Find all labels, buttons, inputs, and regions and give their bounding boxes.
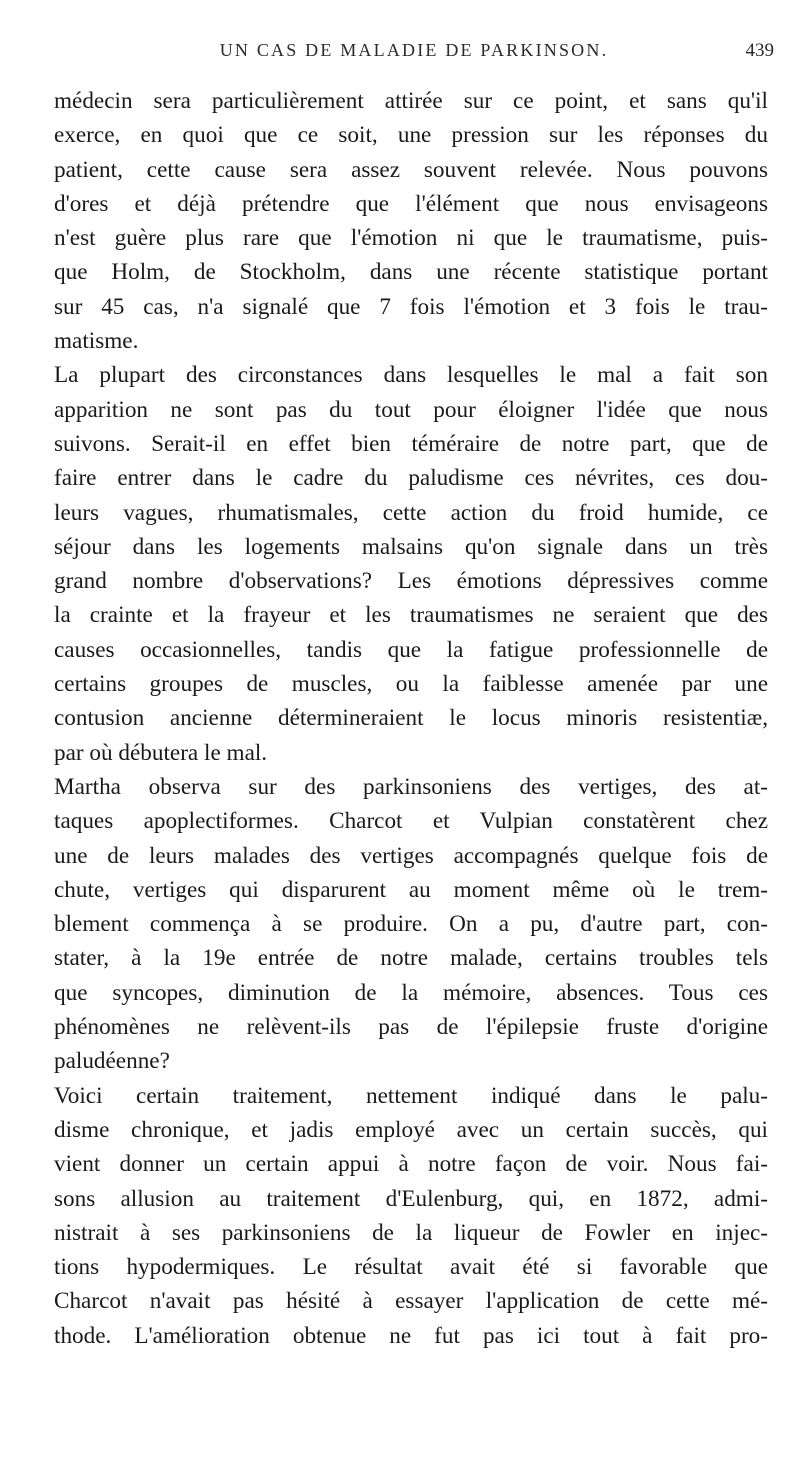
paragraph-1: [54, 84, 768, 358]
text-line: nistrait à ses parkinsoniens de la liqueur de Fowler en injec-: [54, 1219, 768, 1246]
text-line: patient, cette cause sera assez souvent relevée. Nous pouvons: [54, 156, 768, 183]
text-line: d'ores et déjà prétendre que l'élément que nous envisageons: [54, 190, 768, 217]
text-line: disme chronique, et jadis employé avec un certain succès, qui: [54, 1116, 768, 1143]
text-line: apparition ne sont pas du tout pour éloigner l'idée que nous: [54, 396, 768, 423]
text-line: faire entrer dans le cadre du paludisme ces névrites, ces dou-: [54, 465, 768, 492]
paragraph-2: [54, 358, 768, 770]
text-line: blement commença à se produire. On a pu, d'autre part, con-: [54, 911, 768, 938]
text-line: que syncopes, diminution de la mémoire, absences. Tous ces: [54, 979, 768, 1006]
page-number: 439: [745, 40, 774, 61]
text-line: vient donner un certain appui à notre façon de voir. Nous fai-: [54, 1151, 768, 1178]
text-line: taques apoplectiformes. Charcot et Vulpian constatèrent chez: [54, 808, 768, 835]
text-line: phénomènes ne relèvent-ils pas de l'épilepsie fruste d'origine: [54, 1014, 768, 1041]
text-line: paludéenne?: [54, 1048, 170, 1075]
text-line: causes occasionnelles, tandis que la fatigue professionnelle de: [54, 636, 768, 663]
text-line: Voici certain traitement, nettement indiqué dans le palu-: [54, 1082, 768, 1109]
text-line: certains groupes de muscles, ou la faiblesse amenée par une: [54, 671, 768, 698]
text-line: chute, vertiges qui disparurent au moment même où le trem-: [54, 876, 768, 903]
text-line: leurs vagues, rhumatismales, cette action du froid humide, ce: [54, 499, 768, 526]
text-line: matisme.: [54, 328, 139, 355]
text-line: tions hypodermiques. Le résultat avait été si favorable que: [54, 1254, 768, 1281]
text-line: Martha observa sur des parkinsoniens des vertiges, des at-: [54, 773, 768, 800]
text-line: grand nombre d'observations? Les émotions dépressives comme: [54, 568, 768, 595]
text-line: stater, à la 19e entrée de notre malade, certains troubles tels: [54, 945, 768, 972]
running-title: UN CAS DE MALADIE DE PARKINSON.: [219, 40, 609, 60]
text-line: La plupart des circonstances dans lesquelles le mal a fait son: [54, 362, 768, 389]
body-text: [54, 84, 768, 1353]
text-line: sons allusion au traitement d'Eulenburg, qui, en 1872, admi-: [54, 1185, 768, 1212]
text-line: suivons. Serait-il en effet bien téméraire de notre part, que de: [54, 430, 768, 457]
text-line: n'est guère plus rare que l'émotion ni que le traumatisme, puis-: [54, 225, 768, 252]
text-line: une de leurs malades des vertiges accompagnés quelque fois de: [54, 842, 768, 869]
paragraph-4: [54, 1079, 768, 1353]
running-head: [54, 40, 774, 74]
text-line: contusion ancienne détermineraient le locus minoris resistentiæ,: [54, 705, 768, 732]
text-line: sur 45 cas, n'a signalé que 7 fois l'émotion et 3 fois le trau-: [54, 293, 768, 320]
text-line: séjour dans les logements malsains qu'on signale dans un très: [54, 533, 768, 560]
text-line: par où débutera le mal.: [54, 739, 268, 766]
paragraph-3: [54, 770, 768, 1079]
text-line: exerce, en quoi que ce soit, une pression sur les réponses du: [54, 122, 768, 149]
text-line: Charcot n'avait pas hésité à essayer l'application de cette mé-: [54, 1288, 768, 1315]
text-line: thode. L'amélioration obtenue ne fut pas ici tout à fait pro-: [54, 1322, 768, 1349]
text-line: que Holm, de Stockholm, dans une récente statistique portant: [54, 259, 768, 286]
text-line: médecin sera particulièrement attirée sur ce point, et sans qu'il: [54, 88, 768, 114]
text-line: la crainte et la frayeur et les traumatismes ne seraient que des: [54, 602, 768, 629]
